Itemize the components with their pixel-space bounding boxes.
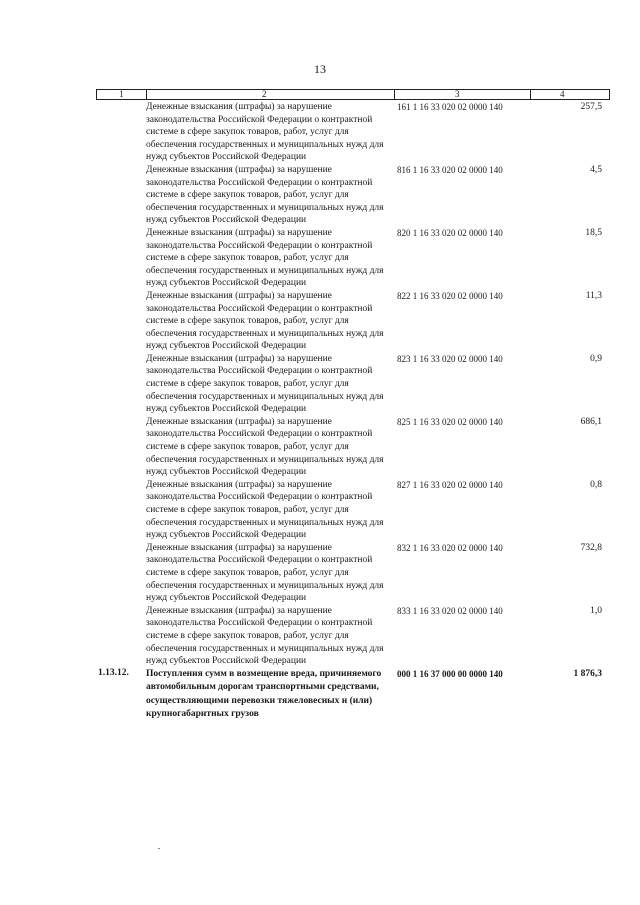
header-col-4: 4 — [560, 89, 565, 99]
row-amount: 11,3 — [585, 290, 602, 301]
row-number: 1.13.12. — [98, 667, 129, 678]
row-code: 820 1 16 33 020 02 0000 140 — [397, 227, 503, 238]
row-amount: 18,5 — [585, 227, 602, 238]
row-description: Денежные взыскания (штрафы) за нарушение законодательства Российской Федерации о контрактной системе в сфере закупок товаров, работ, услуг для обеспечения государственных и муниципальных нужд для нужд субъектов Российской Федерации — [146, 605, 384, 667]
header-divider — [146, 90, 147, 99]
table-row — [96, 542, 610, 605]
row-description: Денежные взыскания (штрафы) за нарушение законодательства Российской Федерации о контрактной системе в сфере закупок товаров, работ, услуг для обеспечения государственных и муниципальных нужд для нужд субъектов Российской Федерации — [146, 290, 384, 352]
page-number: 13 — [314, 62, 326, 76]
row-code: 825 1 16 33 020 02 0000 140 — [397, 416, 503, 427]
row-description: Денежные взыскания (штрафы) за нарушение законодательства Российской Федерации о контрактной системе в сфере закупок товаров, работ, услуг для обеспечения государственных и муниципальных нужд для нужд субъектов Российской Федерации — [146, 353, 384, 415]
header-divider — [394, 90, 395, 99]
row-code: 827 1 16 33 020 02 0000 140 — [397, 479, 503, 490]
table-row-section — [96, 668, 610, 722]
row-code: 833 1 16 33 020 02 0000 140 — [397, 605, 503, 616]
header-col-3: 3 — [455, 89, 460, 99]
row-description: Денежные взыскания (штрафы) за нарушение законодательства Российской Федерации о контрактной системе в сфере закупок товаров, работ, услуг для обеспечения государственных и муниципальных нужд для нужд субъектов Российской Федерации — [146, 164, 384, 226]
table-body — [96, 101, 610, 722]
table-row — [96, 605, 610, 668]
scan-speck — [158, 848, 160, 849]
header-col-1: 1 — [119, 89, 124, 99]
row-amount: 4,5 — [590, 164, 602, 175]
table-row — [96, 416, 610, 479]
row-code: 822 1 16 33 020 02 0000 140 — [397, 290, 503, 301]
row-amount: 257,5 — [580, 102, 602, 112]
row-code: 000 1 16 37 000 00 0000 140 — [397, 668, 503, 679]
row-description: Денежные взыскания (штрафы) за нарушение законодательства Российской Федерации о контрактной системе в сфере закупок товаров, работ, услуг для обеспечения государственных и муниципальных нужд для нужд субъектов Российской Федерации — [146, 479, 384, 541]
row-code: 823 1 16 33 020 02 0000 140 — [397, 353, 503, 364]
table-row — [96, 101, 610, 164]
table-row — [96, 290, 610, 353]
table-header — [96, 89, 610, 100]
row-amount: 0,9 — [590, 353, 602, 364]
row-amount: 732,8 — [580, 542, 602, 553]
row-code: 816 1 16 33 020 02 0000 140 — [397, 164, 503, 175]
header-col-2: 2 — [262, 89, 267, 99]
row-description: Денежные взыскания (штрафы) за нарушение законодательства Российской Федерации о контрактной системе в сфере закупок товаров, работ, услуг для обеспечения государственных и муниципальных нужд для нужд субъектов Российской Федерации — [146, 416, 384, 478]
table-row — [96, 227, 610, 290]
row-amount: 1 876,3 — [573, 668, 602, 679]
row-code: 161 1 16 33 020 02 0000 140 — [397, 102, 503, 112]
header-divider — [530, 90, 531, 99]
row-description: Денежные взыскания (штрафы) за нарушение законодательства Российской Федерации о контрактной системе в сфере закупок товаров, работ, услуг для обеспечения государственных и муниципальных нужд для нужд субъектов Российской Федерации — [146, 542, 384, 604]
row-code: 832 1 16 33 020 02 0000 140 — [397, 542, 503, 553]
table-row — [96, 164, 610, 227]
table-row — [96, 353, 610, 416]
row-description: Денежные взыскания (штрафы) за нарушение законодательства Российской Федерации о контрактной системе в сфере закупок товаров, работ, услуг для обеспечения государственных и муниципальных нужд для нужд субъектов Российской Федерации — [146, 102, 384, 163]
table-row — [96, 479, 610, 542]
row-amount: 0,8 — [590, 479, 602, 490]
row-amount: 1,0 — [590, 605, 602, 616]
row-description: Поступления сумм в возмещение вреда, причиняемого автомобильным дорогам транспортными средствами, осуществляющими перевозки тяжеловесных и (или) крупногабаритных грузов — [146, 668, 382, 720]
row-amount: 686,1 — [580, 416, 602, 427]
row-description: Денежные взыскания (штрафы) за нарушение законодательства Российской Федерации о контрактной системе в сфере закупок товаров, работ, услуг для обеспечения государственных и муниципальных нужд для нужд субъектов Российской Федерации — [146, 227, 384, 289]
